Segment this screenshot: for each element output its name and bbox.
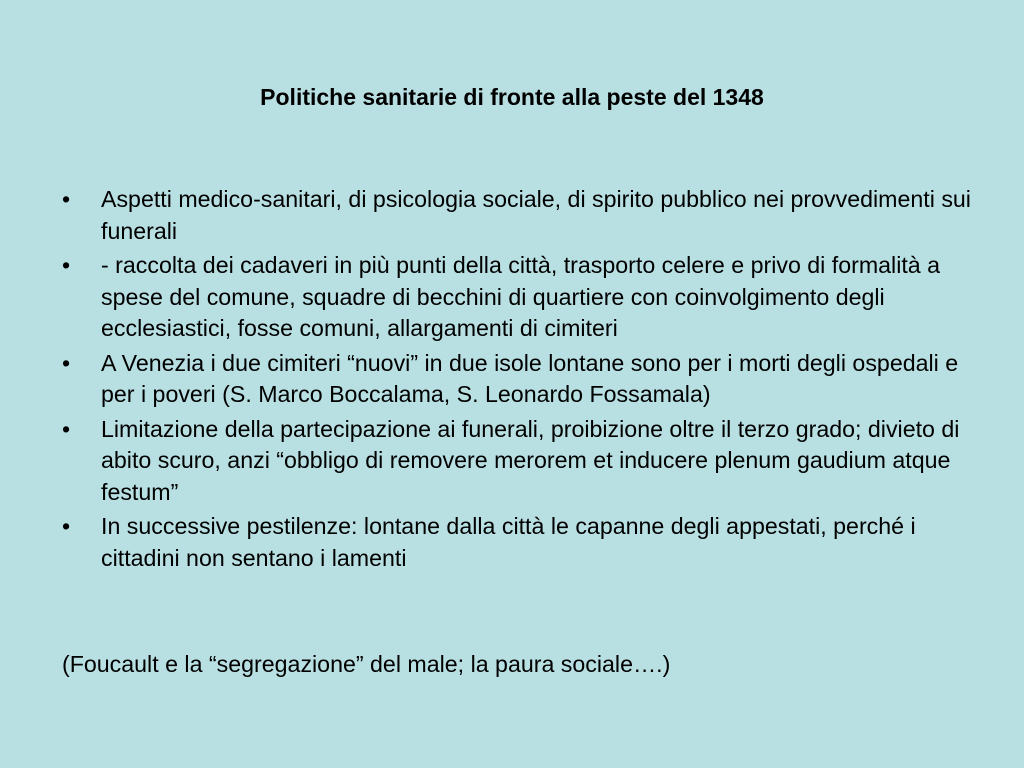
bullet-item: [56, 184, 972, 247]
footnote: (Foucault e la “segregazione” del male; la paura sociale….): [62, 651, 671, 677]
bullet-item: [56, 250, 972, 345]
bullet-dot-icon: •: [61, 349, 71, 376]
bullet-item: [56, 348, 972, 411]
bullet-text: In successive pestilenze: lontane dalla città le capanne degli appestati, perché i cittadini non sentano i lamenti: [101, 513, 916, 571]
bullet-dot-icon: •: [61, 415, 71, 442]
bullet-text: Limitazione della partecipazione ai funerali, proibizione oltre il terzo grado; divieto di abito scuro, anzi “obbligo di removere merorem et inducere plenum gaudium atque festum”: [101, 415, 960, 505]
bullet-dot-icon: •: [61, 186, 71, 212]
bullet-dot-icon: •: [61, 513, 71, 539]
bullet-text: A Venezia i due cimiteri “nuovi” in due isole lontane sono per i morti degli ospedali e per i poveri (S. Marco Boccalama, S. Leonardo Fossamala): [101, 349, 959, 407]
bullet-item: [56, 511, 972, 574]
bullet-item: [56, 414, 972, 509]
bullet-list: [56, 184, 972, 577]
slide-title: Politiche sanitarie di fronte alla peste del 1348: [260, 84, 764, 110]
bullet-text: Aspetti medico-sanitari, di psicologia sociale, di spirito pubblico nei provvedimenti sui funerali: [101, 186, 971, 244]
bullet-dot-icon: •: [61, 252, 71, 278]
bullet-text: - raccolta dei cadaveri in più punti della città, trasporto celere e privo di formalità a spese del comune, squadre di becchini di quartiere con coinvolgimento degli ecclesiastici, fosse comuni, allargamenti di cimiteri: [101, 252, 941, 341]
